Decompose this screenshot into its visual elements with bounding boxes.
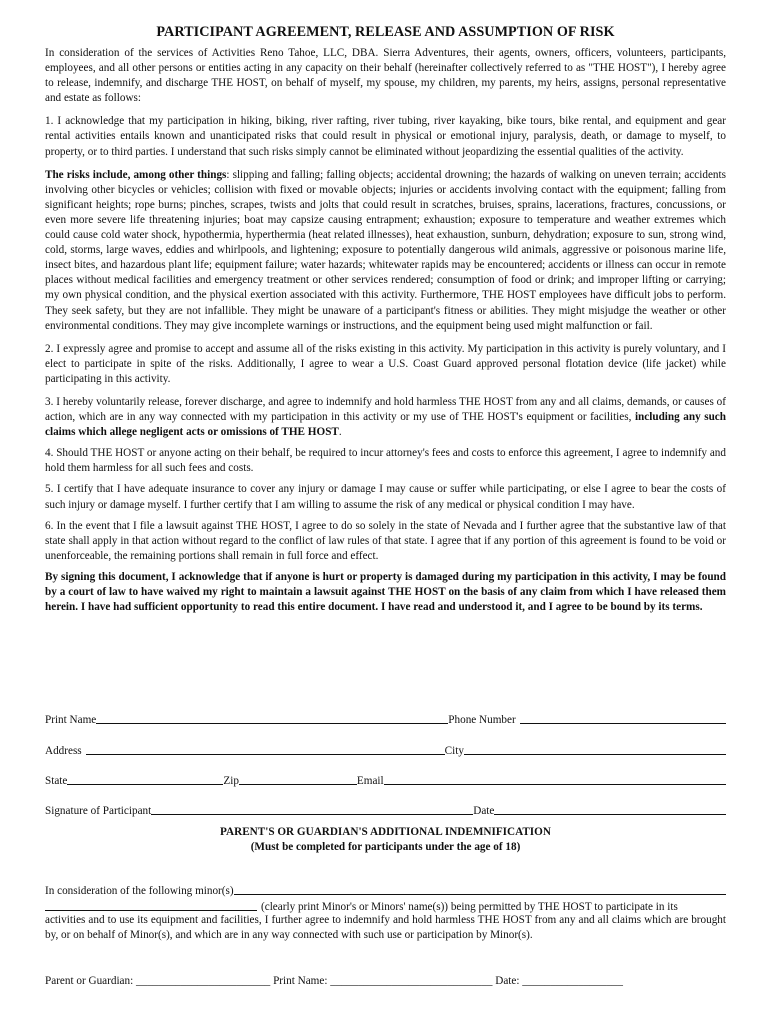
clause-3-bold: including any such claims which allege negligent acts or omissions of THE HOST <box>45 411 726 439</box>
document-title: PARTICIPANT AGREEMENT, RELEASE AND ASSUMPTION OF RISK <box>156 24 615 40</box>
city-field[interactable] <box>464 743 726 755</box>
minor-names-field-1[interactable] <box>234 883 726 895</box>
guardian-subheading: (Must be completed for participants under the age of 18) <box>250 841 521 853</box>
clause-5: 5. I certify that I have adequate insurance to cover any injury or damage I may cause or suffer while participating, or else I agree to bear the costs of such injury or damage myself. I further certify that I am willing to assume the risk of any medical or physical condition I may have. <box>45 483 726 511</box>
row-signature-date <box>45 802 726 817</box>
risks-lead: The risks include, among other things <box>45 168 227 181</box>
date-label: Date <box>473 805 495 817</box>
clause-3-end: . <box>338 426 342 439</box>
email-field[interactable] <box>384 773 726 785</box>
phone-label: Phone Number <box>448 714 516 726</box>
print-name-field[interactable] <box>96 712 448 724</box>
zip-label: Zip <box>223 775 239 787</box>
guardian-body: activities and to use its equipment and facilities, I further agree to indemnify and hold harmless THE HOST from any and all claims which are brought by, or on behalf of Minor(s), and which are in any way connected with such use or participation by Minor(s). <box>45 914 726 942</box>
guardian-heading: PARENT'S OR GUARDIAN'S ADDITIONAL INDEMNIFICATION <box>220 826 551 838</box>
state-field[interactable] <box>67 773 223 785</box>
risks-paragraph <box>45 168 726 334</box>
clause-6: 6. In the event that I file a lawsuit against THE HOST, I agree to do so solely in the state of Nevada and I further agree that the substantive law of that state shall apply in that action without regard to the conflict of law rules of that state. I agree that if any portion of this agreement is found to be void or unenforceable, the remaining portions shall remain in full force and effect. <box>45 519 726 562</box>
phone-field[interactable] <box>520 712 726 724</box>
agreement-page <box>45 22 726 621</box>
clause-3 <box>45 395 726 440</box>
date-field[interactable] <box>494 803 726 815</box>
signature-field[interactable] <box>151 803 473 815</box>
address-field[interactable] <box>86 743 445 755</box>
minor-names-field-2[interactable] <box>45 899 257 911</box>
row-state-zip-email <box>45 772 726 787</box>
intro-paragraph: In consideration of the services of Activities Reno Tahoe, LLC, DBA. Sierra Adventures, their agents, owners, officers, volunteers, participants, employees, and all other persons or entities acting in any capacity on their behalf (hereinafter collectively referred to as "THE HOST"), I hereby agree to release, indemnify, and discharge THE HOST, on behalf of myself, my spouse, my children, my parents, my heirs, assigns, personal representative and estate as follows: <box>45 47 726 105</box>
clause-4: 4. Should THE HOST or anyone acting on their behalf, be required to incur attorney's fees and costs to enforce this agreement, I agree to indemnify and hold them harmless for all such fees and costs. <box>45 447 726 475</box>
signature-label: Signature of Participant <box>45 805 152 817</box>
parent-signature-line[interactable]: Parent or Guardian: ________________________ Print Name: _____________________________ Date: __________________ <box>45 975 623 987</box>
guardian-section <box>45 825 726 855</box>
signing-acknowledgement: By signing this document, I acknowledge that if anyone is hurt or property is damaged during my participation in this activity, I may be found by a court of law to have waived my right to maintain a lawsuit against THE HOST on the basis of any claim from which I have released them herein. I have had sufficient opportunity to read this entire document. I have read and understood it, and I agree to be bound by its terms. <box>45 570 726 614</box>
email-label: Email <box>356 775 384 787</box>
parent-signature-row <box>45 972 726 987</box>
city-label: City <box>444 745 464 757</box>
minor-names-row <box>45 882 726 897</box>
minor-clause-text: (clearly print Minor's or Minors' name(s)) being permitted by THE HOST to participate in its <box>261 901 678 913</box>
address-label: Address <box>45 745 82 757</box>
zip-field[interactable] <box>239 773 357 785</box>
row-name-phone <box>45 711 726 726</box>
clause-2: 2. I expressly agree and promise to accept and assume all of the risks existing in this activity. My participation in this activity is purely voluntary, and I elect to participate in spite of the risks. Additionally, I agree to wear a U.S. Coast Guard approved personal flotation device (life jacket) while participating in this activity. <box>45 342 726 385</box>
print-name-label: Print Name <box>45 714 97 726</box>
guardian-body-block <box>45 913 726 949</box>
state-label: State <box>45 775 68 787</box>
clause-1: 1. I acknowledge that my participation in hiking, biking, river rafting, river tubing, river kayaking, bike tours, bike rental, and equipment and gear rental activities entails known and unanticipated risks that could result in physical or emotional injury, paralysis, death, or damage to myself, to property, or to third parties. I understand that such risks simply cannot be eliminated without jeopardizing the essential qualities of the activity. <box>45 115 726 158</box>
row-address-city <box>45 742 726 757</box>
clause-3-text: 3. I hereby voluntarily release, forever discharge, and agree to indemnify and hold harmless THE HOST from any and all claims, demands, or causes of action, which are in any way connected with my participation in this activity or my use of THE HOST's equipment or facilities, <box>45 395 726 424</box>
risks-text: : slipping and falling; falling objects; accidental drowning; the hazards of walking on uneven terrain; accidents involving other bicycles or vehicles; collision with fixed or movable objects; injuries or accidents involving contact with the equipment; falling from significant heights; rope burns; pinches, scrapes, twists and jolts that could result in scratches, bruises, sprains, lacerations, fractures, concussions, or even more severe life threatening injuries; boat may capsize causing entrapment; exhaustion; exposure to temperature and weather extremes which could cause cold water shock, hypothermia, hyperthermia (heat related illnesses), heat exhaustion, sunburn, dehydration; exposure to sun, strong wind, cold, storms, large waves, eddies and whirlpools, and lightening; exposure to potentially dangerous wild animals, aggressive or poisonous marine life, insect bites, and hazardous plant life; equipment failure; water hazards; whitewater rapids may be encountered; accidents or illness can occur in remote places without medical facilities and emergency treatment or other services rendered; consumption of food or drink; and improper lifting or carrying; my own physical condition, and the physical exertion associated with this activity. Furthermore, THE HOST employees have difficult jobs to perform. They seek safety, but they are not infallible. They might be unaware of a participant's fitness or abilities. They might misjudge the weather or other environmental conditions. They may give incomplete warnings or instructions, and the equipment being used might malfunction or fail. <box>45 168 726 332</box>
consideration-label: In consideration of the following minor(s) <box>45 885 234 897</box>
minor-clause-row <box>45 898 726 913</box>
